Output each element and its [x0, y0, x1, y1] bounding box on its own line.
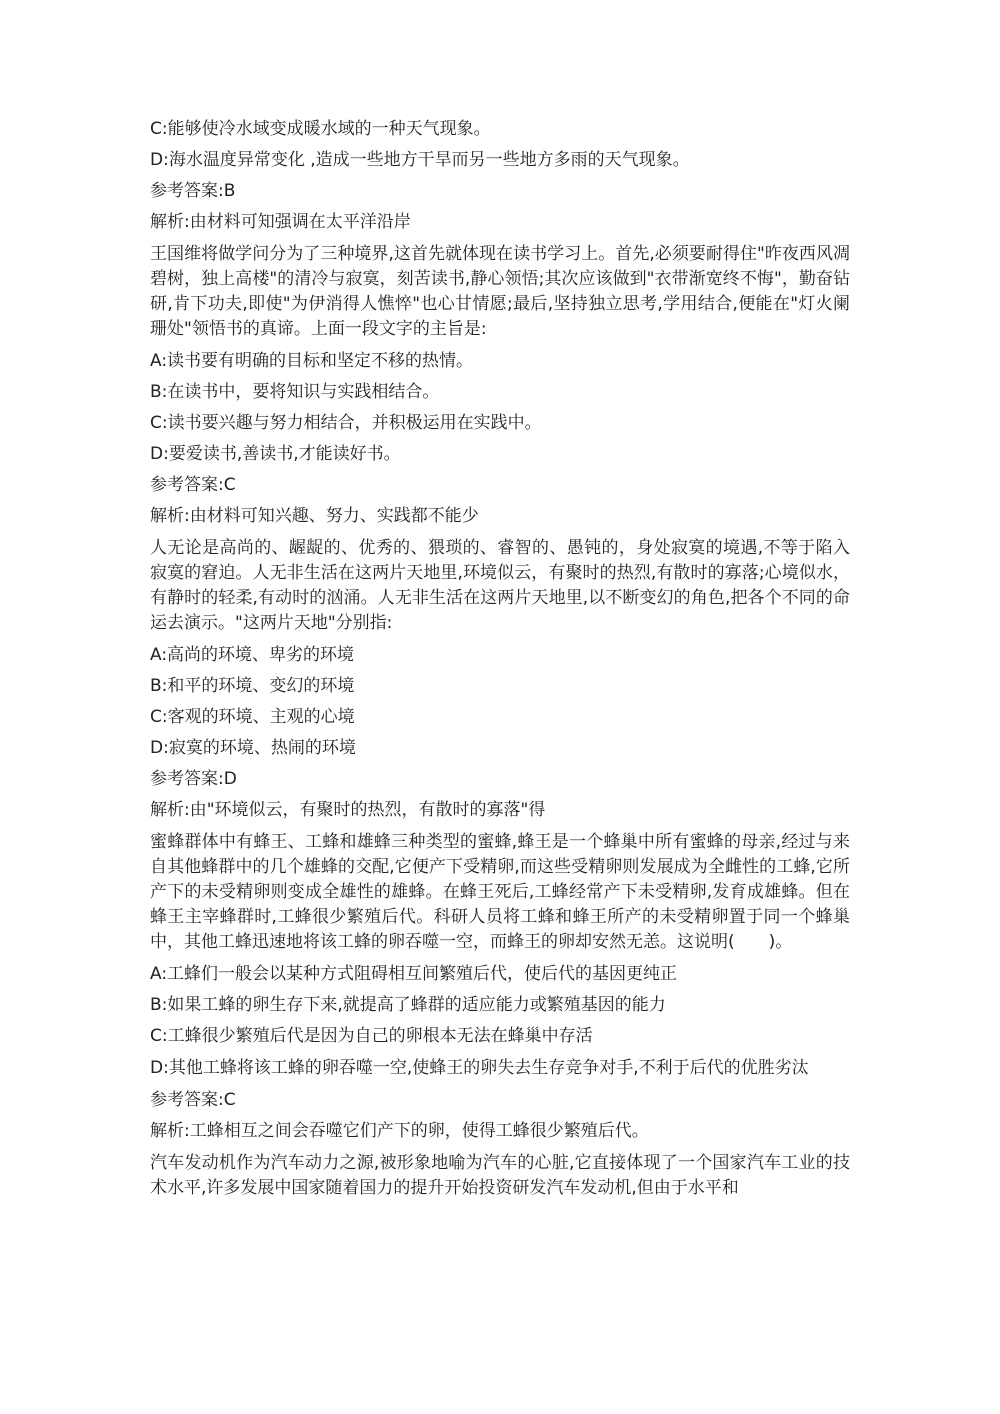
question-paragraph: 蜜蜂群体中有蜂王、工蜂和雄蜂三种类型的蜜蜂,蜂王是一个蜂巢中所有蜜蜂的母亲,经过与来自其他蜂群中的几个雄蜂的交配,它便产下受精卵,而这些受精卵则发展成为全雌性的工蜂,它所产下的未受精卵则变成全雄性的雄蜂。在蜂王死后,工蜂经常产下未受精卵,发育成雄蜂。但在蜂王主宰蜂群时,工蜂很少繁殖后代。科研人员将工蜂和蜂王所产的未受精卵置于同一个蜂巢中，其他工蜂迅速地将该工蜂的卵吞噬一空，而蜂王的卵却安然无恙。这说明( )。	[150, 832, 850, 952]
option-d: D:要爱读书,善读书,才能读好书。	[150, 444, 401, 464]
option-c: C:工蜂很少繁殖后代是因为自己的卵根本无法在蜂巢中存活	[150, 1026, 593, 1046]
option-c: C:读书要兴趣与努力相结合，并积极运用在实践中。	[150, 413, 542, 433]
option-a: A:高尚的环境、卑劣的环境	[150, 645, 355, 665]
option-d: D:寂寞的环境、热闹的环境	[150, 738, 356, 758]
answer-line: 参考答案:D	[150, 769, 237, 789]
answer-line: 参考答案:C	[150, 475, 236, 495]
option-c: C:客观的环境、主观的心境	[150, 707, 355, 727]
option-b: B:在读书中，要将知识与实践相结合。	[150, 382, 440, 402]
option-a: A:工蜂们一般会以某种方式阻碍相互间繁殖后代，使后代的基因更纯正	[150, 964, 678, 984]
option-a: A:读书要有明确的目标和坚定不移的热情。	[150, 351, 474, 371]
option-c: C:能够使冷水域变成暖水域的一种天气现象。	[150, 119, 491, 139]
explanation-line: 解析:由材料可知兴趣、努力、实践都不能少	[150, 506, 479, 526]
question-paragraph: 王国维将做学问分为了三种境界,这首先就体现在读书学习上。首先,必须要耐得住"昨夜西风凋碧树，独上高楼"的清冷与寂寞，刻苦读书,静心领悟;其次应该做到"衣带渐宽终不悔"，勤奋钻研,肯下功夫,即使"为伊消得人憔悴"也心甘情愿;最后,坚持独立思考,学用结合,便能在"灯火阑珊处"领悟书的真谛。上面一段文字的主旨是:	[150, 244, 850, 339]
document-page	[150, 118, 850, 1209]
answer-line: 参考答案:C	[150, 1090, 236, 1110]
answer-line: 参考答案:B	[150, 181, 236, 201]
option-b: B:如果工蜂的卵生存下来,就提高了蜂群的适应能力或繁殖基因的能力	[150, 995, 666, 1015]
question-paragraph: 人无论是高尚的、龌龊的、优秀的、猥琐的、睿智的、愚钝的，身处寂寞的境遇,不等于陷入寂寞的窘迫。人无非生活在这两片天地里,环境似云，有聚时的热烈,有散时的寡落;心境似水，有静时的轻柔,有动时的汹涌。人无非生活在这两片天地里,以不断变幻的角色,把各个不同的命运去演示。"这两片天地"分别指:	[150, 538, 850, 633]
explanation-line: 解析:由"环境似云，有聚时的热烈，有散时的寡落"得	[150, 800, 546, 820]
question-paragraph: 汽车发动机作为汽车动力之源,被形象地喻为汽车的心脏,它直接体现了一个国家汽车工业的技术水平,许多发展中国家随着国力的提升开始投资研发汽车发动机,但由于水平和	[150, 1153, 850, 1198]
explanation-line: 解析:由材料可知强调在太平洋沿岸	[150, 212, 411, 232]
explanation-line: 解析:工蜂相互之间会吞噬它们产下的卵，使得工蜂很少繁殖后代。	[150, 1121, 649, 1141]
option-d: D:海水温度异常变化 ,造成一些地方干旱而另一些地方多雨的天气现象。	[150, 150, 690, 170]
option-b: B:和平的环境、变幻的环境	[150, 676, 355, 696]
option-d: D:其他工蜂将该工蜂的卵吞噬一空,使蜂王的卵失去生存竞争对手,不利于后代的优胜劣汰	[150, 1058, 809, 1078]
